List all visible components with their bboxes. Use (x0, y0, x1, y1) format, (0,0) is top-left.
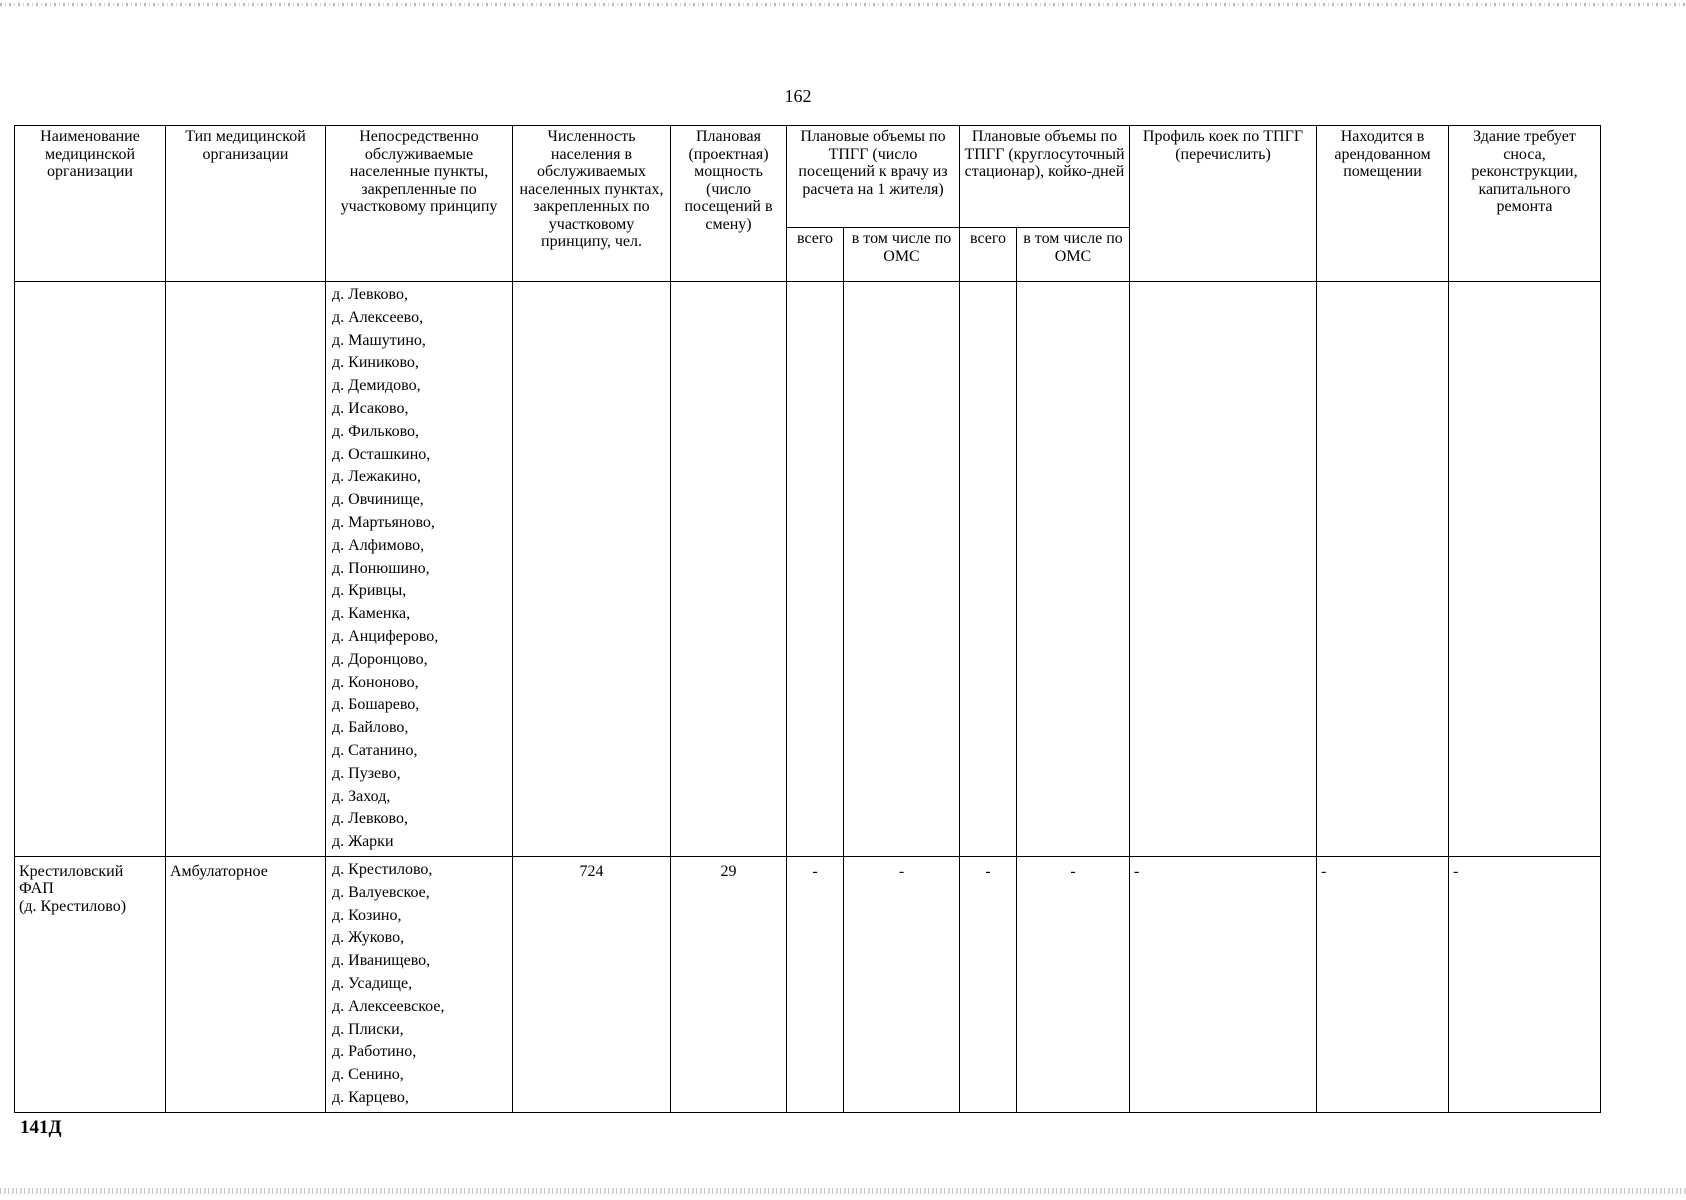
org-name-line: ФАП (19, 880, 54, 898)
settlement-item: д. Сенино, (332, 1066, 404, 1084)
settlement-item: д. Сатанино, (332, 741, 418, 759)
header-beds-profile: Профиль коек по ТПГГ (перечислить) (1130, 126, 1317, 282)
settlement-item: д. Алексеевское, (332, 997, 445, 1015)
settlement-item: д. Заход, (332, 787, 391, 805)
cell-rented: - (1317, 856, 1449, 1112)
header-days-oms: в том числе по ОМС (1017, 228, 1130, 282)
settlement-item: д. Овчинище, (332, 491, 424, 509)
settlement-item: д. Левково, (332, 286, 408, 303)
cell-settlements (326, 856, 513, 1112)
settlement-item: д. Фильково, (332, 422, 420, 440)
settlement-item: д. Лежакино, (332, 468, 422, 486)
settlement-item: д. Карцево, (332, 1088, 409, 1106)
cell-type (166, 282, 326, 857)
settlement-item: д. Машутино, (332, 331, 426, 349)
header-visits-group: Плановые объемы по ТПГГ (число посещений к врачу из расчета на 1 жителя) (787, 126, 960, 228)
settlement-item: д. Доронцово, (332, 650, 428, 668)
header-population: Численность населения в обслуживаемых населенных пунктах, закрепленных по участковому принципу, чел. (513, 126, 671, 282)
cell-visits-oms (844, 282, 960, 857)
cell-days-oms: - (1017, 856, 1130, 1112)
header-name: Наименование медицинской организации (15, 126, 166, 282)
cell-visits-total (787, 282, 844, 857)
cell-visits-oms: - (844, 856, 960, 1112)
cell-settlements (326, 282, 513, 857)
cell-building: - (1449, 856, 1601, 1112)
settlement-item: д. Жуково, (332, 929, 405, 947)
settlement-item: д. Мартьяново, (332, 513, 435, 531)
cell-visits-total: - (787, 856, 844, 1112)
cell-beds-profile: - (1130, 856, 1317, 1112)
settlement-item: д. Осташкино, (332, 445, 431, 463)
cell-population (513, 282, 671, 857)
scan-edge-bottom (0, 1188, 1686, 1194)
settlement-item: д. Козино, (332, 906, 402, 924)
settlement-item: д. Плиски, (332, 1020, 404, 1038)
footer-code: 141Д (20, 1117, 62, 1138)
header-visits-oms: в том числе по ОМС (844, 228, 960, 282)
settlement-item: д. Бошарево, (332, 696, 420, 714)
scan-edge-top (0, 3, 1686, 6)
settlement-item: д. Анциферово, (332, 627, 439, 645)
settlement-item: д. Исаково, (332, 399, 409, 417)
settlement-item: д. Жарки (332, 833, 394, 851)
cell-rented (1317, 282, 1449, 857)
header-capacity: Плановая (проектная) мощность (число посещений в смену) (671, 126, 787, 282)
settlement-item: д. Усадище, (332, 974, 413, 992)
settlement-item: д. Иванищево, (332, 952, 431, 970)
settlement-item: д. Валуевское, (332, 883, 430, 901)
header-visits-total: всего (787, 228, 844, 282)
cell-type: Амбулаторное (166, 856, 326, 1112)
header-days-group: Плановые объемы по ТПГГ (круглосуточный стационар), койко-дней (960, 126, 1130, 228)
medical-organizations-table (14, 125, 1601, 1113)
settlement-item: д. Байлово, (332, 719, 409, 737)
cell-building (1449, 282, 1601, 857)
cell-days-total: - (960, 856, 1017, 1112)
settlement-item: д. Понюшино, (332, 559, 430, 577)
cell-name (15, 282, 166, 857)
header-settlements: Непосредственно обслуживаемые населенные пункты, закрепленные по участковому принципу (326, 126, 513, 282)
page-number: 162 (784, 86, 812, 106)
settlement-item: д. Пузево, (332, 764, 401, 782)
table-row (15, 282, 1601, 857)
settlement-item: д. Демидово, (332, 377, 421, 395)
settlement-item: д. Алексеево, (332, 308, 424, 326)
cell-capacity: 29 (671, 856, 787, 1112)
settlement-item: д. Работино, (332, 1043, 417, 1061)
header-type: Тип медицинской организации (166, 126, 326, 282)
cell-population: 724 (513, 856, 671, 1112)
cell-capacity (671, 282, 787, 857)
settlement-item: д. Киниково, (332, 354, 419, 372)
settlement-item: д. Крестилово, (332, 860, 433, 878)
cell-name (15, 856, 166, 1112)
settlement-item: д. Каменка, (332, 605, 411, 623)
settlement-item: д. Левково, (332, 810, 408, 828)
settlement-item: д. Кривцы, (332, 582, 407, 600)
org-name-line: Крестиловский (19, 862, 124, 880)
settlement-item: д. Алфимово, (332, 536, 425, 554)
table-row (15, 856, 1601, 1112)
header-rented: Находится в арендованном помещении (1317, 126, 1449, 282)
settlement-item: д. Кононово, (332, 673, 419, 691)
cell-beds-profile (1130, 282, 1317, 857)
cell-days-total (960, 282, 1017, 857)
header-building: Здание требует сноса, реконструкции, капитального ремонта (1449, 126, 1601, 282)
org-name-line: (д. Крестилово) (19, 897, 127, 915)
cell-days-oms (1017, 282, 1130, 857)
header-days-total: всего (960, 228, 1017, 282)
